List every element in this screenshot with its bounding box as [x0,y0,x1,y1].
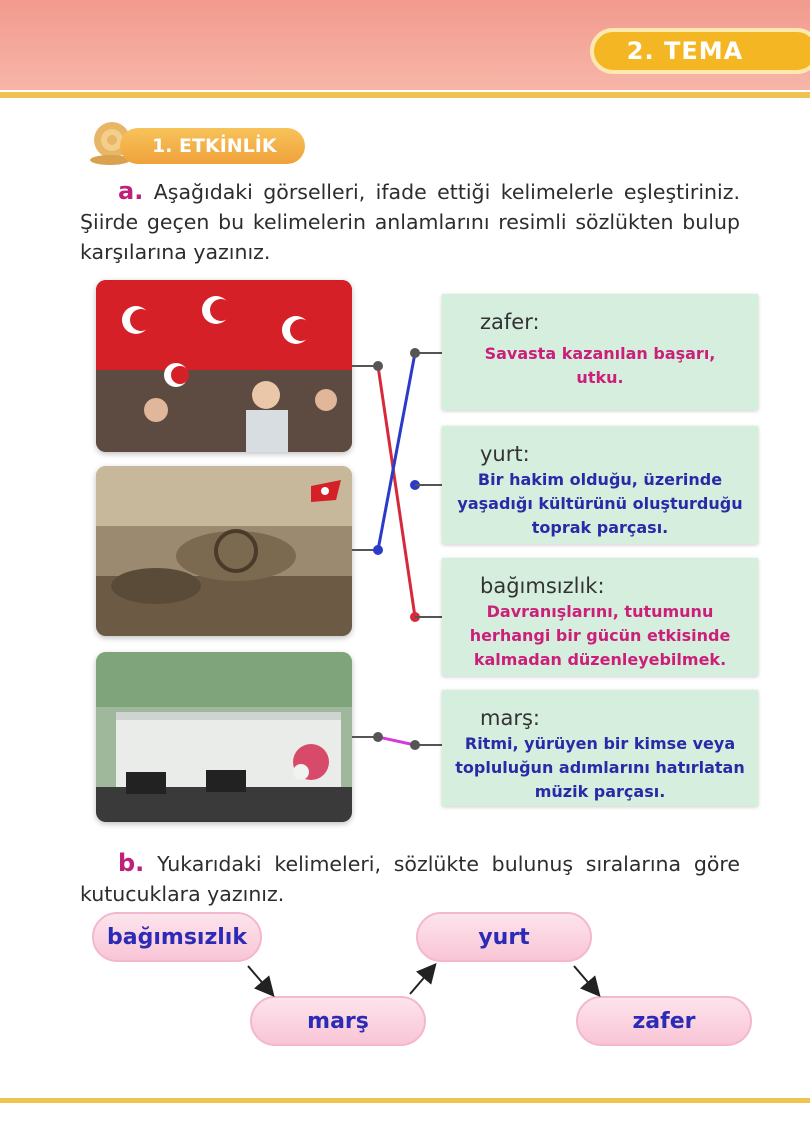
arrow-icon [410,966,434,994]
card-word: bağımsızlık: [480,574,605,598]
card-word: yurt: [480,442,530,466]
activity-title: 1. ETKİNLİK [120,128,305,164]
footer-divider [0,1098,810,1103]
card-definition: Bir hakim olduğu, üzerinde yaşadığı kültürünü oluşturduğu toprak parçası. [457,470,743,537]
order-box-1[interactable]: bağımsızlık [92,912,262,962]
part-a-label: a. [118,177,144,205]
card-word: marş: [480,706,540,730]
order-box-3[interactable]: yurt [416,912,592,962]
order-box-4[interactable]: zafer [576,996,752,1046]
arrow-icon [574,966,598,994]
card-definition: Ritmi, yürüyen bir kimse veya topluluğun adımlarını hatırlatan müzik parçası. [455,734,745,801]
part-b-instruction: Yukarıdaki kelimeleri, sözlükte bulunuş sıralarına göre kutucuklara yazınız. [80,852,740,906]
card-word: zafer: [480,310,540,334]
card-definition: Savasta kazanılan başarı, utku. [484,344,716,387]
part-b-label: b. [118,849,145,877]
arrow-icon [248,966,272,994]
card-definition: Davranışlarını, tutumunu herhangi bir gücün etkisinde kalmadan düzenleyebilmek. [469,602,731,669]
part-a-instruction: Aşağıdaki görselleri, ifade ettiği kelimelerle eşleştiriniz. Şiirde geçen bu kelimelerin anlamlarını resimli sözlükten bulup karşılarına yazınız. [80,180,740,264]
order-box-2[interactable]: marş [250,996,426,1046]
tema-badge: 2. TEMA [590,28,810,74]
